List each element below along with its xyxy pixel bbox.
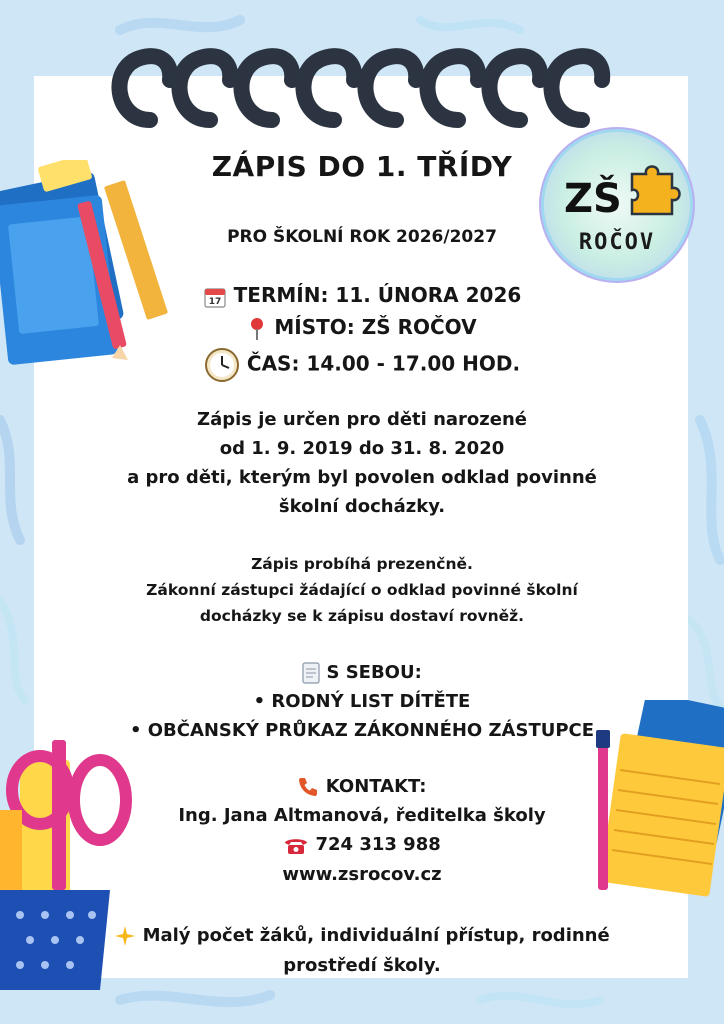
- school-year: PRO ŠKOLNÍ ROK 2026/2027: [227, 227, 497, 247]
- footer-line-1: [0, 925, 724, 947]
- presence-line-2: Zákonní zástupci žádající o odklad povinné školní: [146, 581, 578, 599]
- contact-phone-line: [0, 834, 724, 855]
- sparkle-icon: [114, 925, 136, 947]
- phone-icon: [297, 776, 319, 798]
- eligibility-line-1: Zápis je určen pro děti narozené: [197, 409, 527, 430]
- presence-line-1: Zápis probíhá prezenčně.: [251, 555, 473, 573]
- bring-heading-text: S SEBOU:: [326, 662, 422, 683]
- cas-line: [0, 347, 724, 383]
- bring-item-birth-certificate: • RODNÝ LIST DÍTĚTE: [253, 691, 471, 712]
- footer-text-1: Malý počet žáků, individuální přístup, rodinné: [142, 925, 610, 946]
- termin-line: [0, 283, 724, 309]
- logo-rocov-text: ROČOV: [578, 230, 656, 255]
- bring-item-id-card: • OBČANSKÝ PRŮKAZ ZÁKONNÉHO ZÁSTUPCE: [129, 720, 595, 741]
- footer-line-2: prostředí školy.: [283, 955, 441, 976]
- misto-text: MÍSTO: ZŠ ROČOV: [274, 315, 477, 339]
- contact-heading: [0, 776, 724, 798]
- calendar-icon: [203, 285, 227, 309]
- contact-heading-text: KONTAKT:: [325, 776, 427, 797]
- contact-web[interactable]: www.zsrocov.cz: [282, 864, 442, 885]
- eligibility-line-2: od 1. 9. 2019 do 31. 8. 2020: [219, 438, 505, 459]
- logo-zs-text: ZŠ: [564, 176, 622, 222]
- termin-text: TERMÍN: 11. ÚNORA 2026: [233, 283, 522, 307]
- bring-heading: [0, 662, 724, 684]
- contact-phone: 724 313 988: [315, 834, 441, 855]
- page-title: ZÁPIS DO 1. TŘÍDY: [211, 150, 513, 183]
- eligibility-line-4: školní docházky.: [278, 496, 446, 517]
- pin-icon: [247, 317, 267, 341]
- document-icon: [302, 662, 320, 684]
- svg-text:17: 17: [208, 296, 221, 307]
- misto-line: [0, 315, 724, 341]
- presence-line-3: docházky se k zápisu dostaví rovněž.: [199, 607, 525, 625]
- contact-name: Ing. Jana Altmanová, ředitelka školy: [178, 805, 546, 826]
- eligibility-line-3: a pro děti, kterým byl povolen odklad povinné: [127, 467, 597, 488]
- clock-icon: [204, 347, 240, 383]
- telephone-icon: [283, 835, 309, 855]
- cas-text: ČAS: 14.00 - 17.00 HOD.: [246, 351, 521, 376]
